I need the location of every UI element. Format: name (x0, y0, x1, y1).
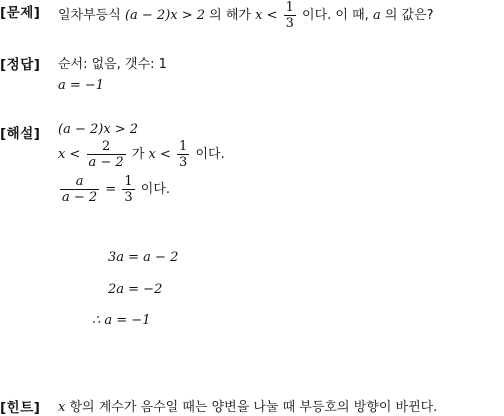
exp-l2-lhs: x < (58, 147, 81, 162)
explanation-line-3 (58, 174, 170, 205)
problem-fraction (284, 0, 296, 31)
exp-l3-fraction (60, 174, 99, 205)
problem-mid: 의 해가 (209, 8, 251, 23)
problem-intro: 일차부등식 (58, 8, 121, 23)
explanation-line-1: (a − 2)x > 2 (58, 122, 139, 137)
problem-statement (58, 0, 434, 31)
exp-l3-num: a (60, 174, 99, 190)
problem-end-b: 의 값은? (384, 8, 434, 23)
solution-step-3: ∴ a = −1 (92, 313, 151, 328)
exp-l3-eq: = (105, 182, 117, 197)
problem-end-a: 이다. 이 때, (302, 8, 369, 23)
hint-text (58, 396, 437, 415)
answer-meta: 순서: 없음, 갯수: 1 (58, 57, 167, 72)
explanation-label: [해설] (0, 126, 41, 142)
problem-x-lt: x < (255, 8, 278, 23)
exp-l2-mid: 가 (131, 147, 145, 162)
hint-label: [힌트] (0, 400, 41, 416)
exp-l3-den: a − 2 (62, 190, 98, 205)
explanation-line-2 (58, 139, 225, 170)
answer-value: a = −1 (58, 78, 105, 93)
solution-step-2: 2a = −2 (108, 282, 163, 297)
exp-l2-num: 2 (87, 139, 126, 155)
exp-l2-num2: 1 (179, 139, 188, 154)
exp-l3-end: 이다. (140, 182, 171, 197)
exp-l2-fraction (87, 139, 126, 170)
exp-l2-fraction-2 (177, 139, 189, 170)
exp-l3-num2: 1 (124, 174, 133, 189)
exp-l2-den: a − 2 (88, 155, 124, 170)
exp-l3-fraction-2 (122, 174, 134, 205)
exp-l2-end: 이다. (195, 147, 225, 162)
exp-l2-x: x < (148, 147, 171, 162)
solution-step-1: 3a = a − 2 (108, 250, 179, 265)
problem-label: [문제] (0, 5, 41, 21)
hint-body: 항의 계수가 음수일 때는 양변을 나눌 때 부등호의 방향이 바뀐다. (69, 400, 438, 415)
problem-frac-den: 3 (285, 16, 294, 31)
problem-inequality: (a − 2)x > 2 (124, 8, 206, 23)
exp-l2-den2: 3 (179, 155, 188, 170)
problem-frac-num: 1 (285, 0, 294, 15)
problem-var: a (372, 8, 381, 23)
exp-l3-den2: 3 (124, 190, 133, 205)
hint-var: x (58, 400, 66, 415)
answer-label: [정답] (0, 57, 41, 73)
